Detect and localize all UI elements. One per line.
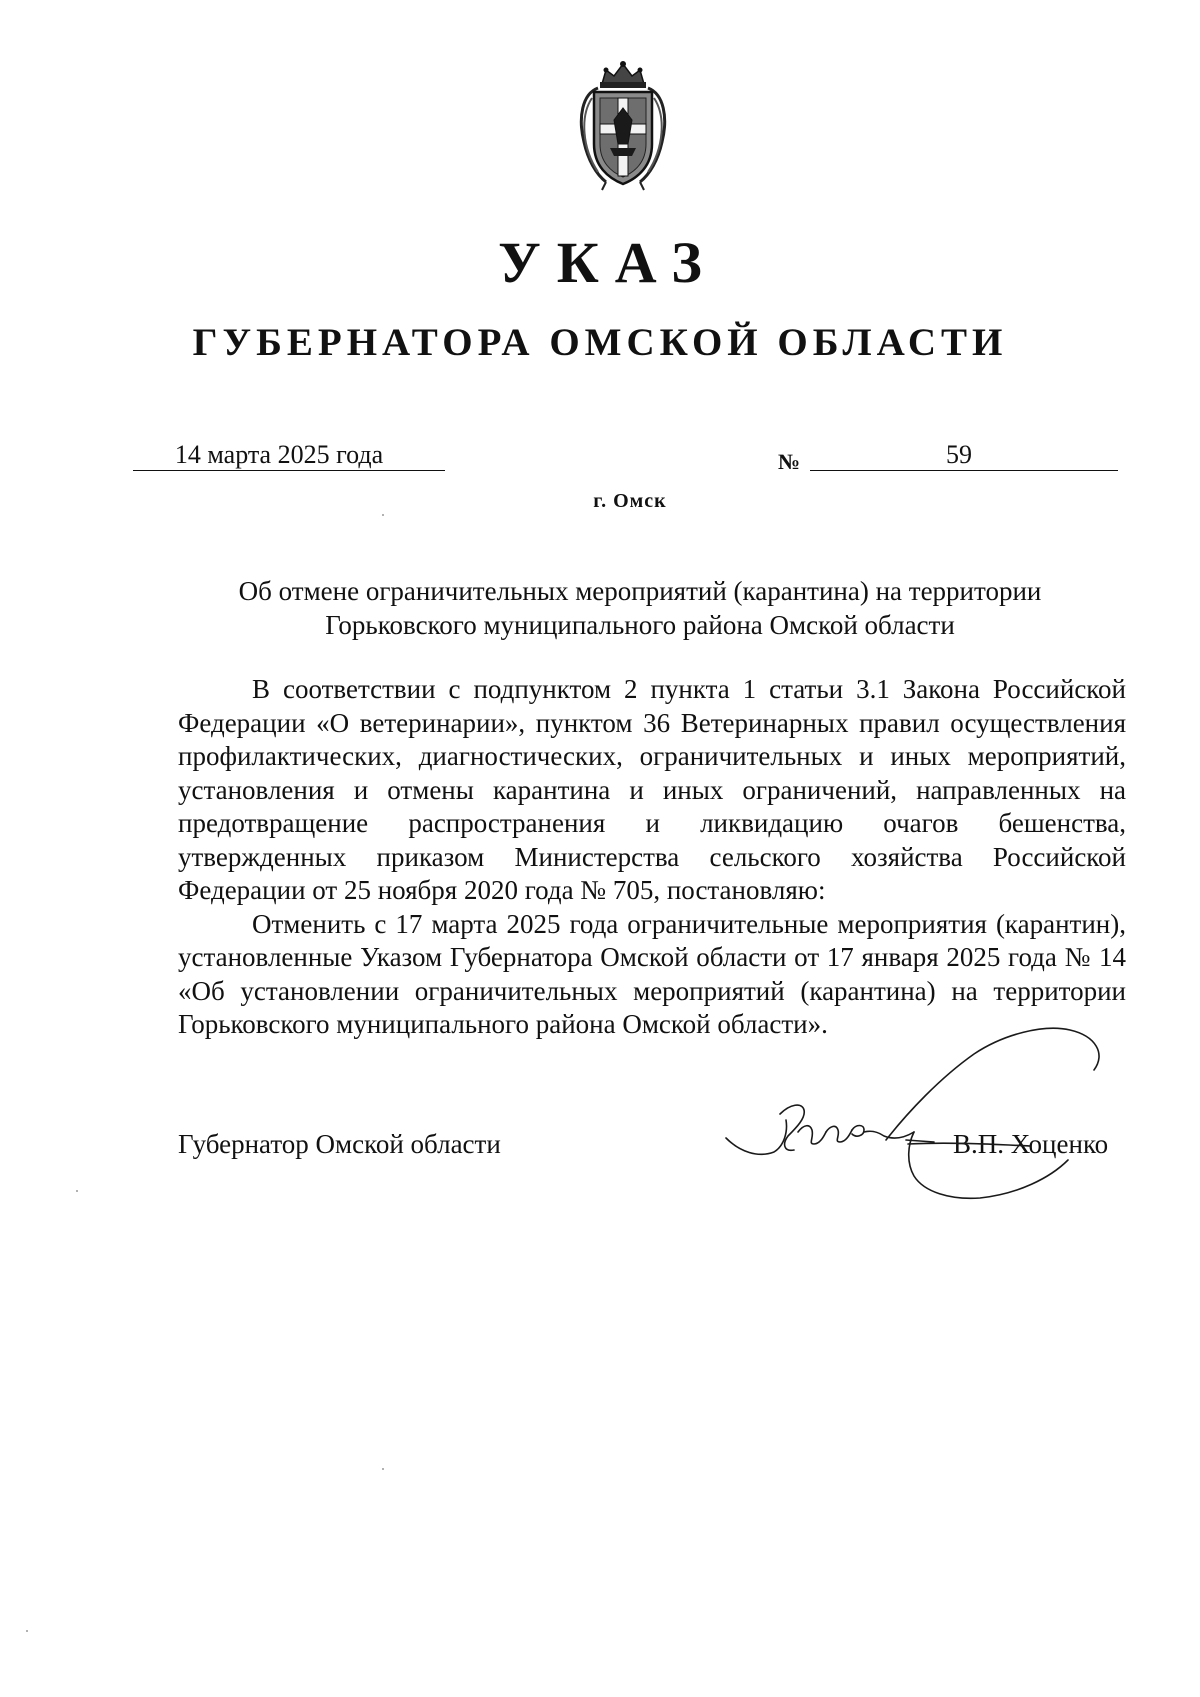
document-number: 59 xyxy=(810,440,1118,471)
heading-line-1: Об отмене ограничительных мероприятий (карантина) на территории xyxy=(238,576,1042,606)
scan-speck xyxy=(382,514,384,516)
scan-speck xyxy=(382,1468,384,1470)
document-subtitle: ГУБЕРНАТОРА ОМСКОЙ ОБЛАСТИ xyxy=(192,321,1008,364)
scan-speck xyxy=(76,1190,78,1192)
document-date: 14 марта 2025 года xyxy=(133,440,445,471)
document-title: УКАЗ xyxy=(498,230,718,295)
document-city: г. Омск xyxy=(593,490,667,512)
signatory-name: В.П. Хоценко xyxy=(953,1129,1109,1159)
coat-of-arms-icon xyxy=(562,58,684,192)
scan-speck xyxy=(26,1630,28,1632)
signatory-title: Губернатор Омской области xyxy=(178,1129,501,1159)
number-label: № xyxy=(778,449,801,474)
heading-line-2: Горьковского муниципального района Омской области xyxy=(325,610,955,640)
signature-icon xyxy=(718,1020,1138,1215)
document-body xyxy=(178,673,1126,1042)
document-heading xyxy=(190,574,1090,642)
body-paragraph-2: Отменить с 17 марта 2025 года ограничительные мероприятия (карантин), установленные Указом Губернатора Омской области от 17 января 2025 года № 14 «Об установлении ограничительных мероприятий (карантина) на территории Горьковского муниципального района Омской области». xyxy=(178,908,1126,1039)
body-paragraph-1: В соответствии с подпунктом 2 пункта 1 статьи 3.1 Закона Российской Федерации «О ветеринарии», пунктом 36 Ветеринарных правил осуществления профилактических, диагностических, ограничительных и иных мероприятий, установления и отмены карантина и иных ограничений, направленных на предотвращение распространения и ликвидацию очагов бешенства, утвержденных приказом Министерства сельского хозяйства Российской Федерации от 25 ноября 2020 года № 705, постановляю: xyxy=(178,674,1126,905)
